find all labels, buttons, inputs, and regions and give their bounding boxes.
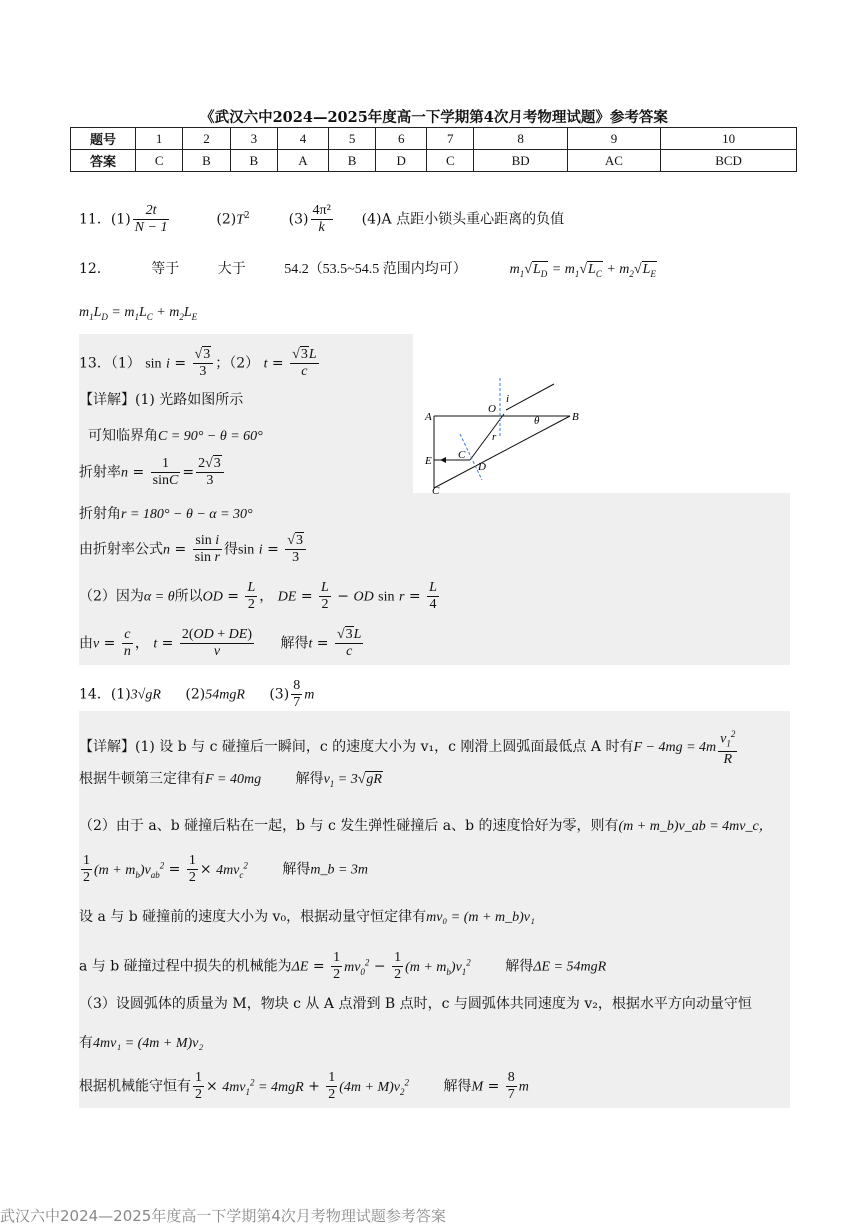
- q13-detail-7: 由v = $\frac{c}{n}$ ， t = $\frac{2(OD + DE)}{v}$ 解得t = $\frac{√3L}{c}$: [79, 627, 362, 659]
- detail-header: 【详解】: [79, 739, 135, 756]
- q14-p3-label: (3): [269, 686, 290, 703]
- q13-critical-angle-eq: C = 90° − θ = 60°: [158, 429, 263, 444]
- q13-snell-label: 由折射率公式: [79, 541, 163, 558]
- q13-detail-6: （2）因为α = θ所以OD = $\frac{L}{2}$ ， DE = $\frac{L}{2}$ − OD sin r = $\frac{L}{4}$: [79, 580, 437, 612]
- q14-l3-text: （2）由于 a、b 碰撞后粘在一起，b 与 c 发生弹性碰撞后 a、b 的速度恰好为零，则有: [79, 818, 619, 834]
- page-title: 《武汉六中2024—2025年度高一下学期第4次月考物理试题》参考答案: [200, 109, 668, 126]
- q14-detail-2: 根据牛顿第三定律有F = 40mg 解得$v_1 = 3√gR$: [79, 771, 382, 789]
- q11-p1-label: (1): [110, 211, 131, 228]
- q14-l9-text: 根据机械能守恒有: [79, 1078, 191, 1095]
- q14-detail-text: (1) 设 b 与 c 碰撞后一瞬间，c 的速度大小为 v₁，c 刚滑上圆弧面最低点 A 时有: [135, 739, 634, 756]
- q14-l2-eq: F = 40mg: [205, 772, 262, 787]
- table-cell: B: [328, 150, 375, 172]
- table-cell: C: [136, 150, 183, 172]
- table-header-cell: 题号: [71, 128, 136, 150]
- table-cell: 10: [661, 128, 797, 150]
- q13-p1-label: （1）: [110, 355, 141, 372]
- diagram-label-r: r: [492, 431, 497, 443]
- q14-l8-eq: 4mv₁ = (4m + M)v₂: [93, 1036, 204, 1051]
- q11-p2-value: T: [236, 212, 245, 228]
- q11-p4-text: A 点距小锁头重心距离的负值: [381, 211, 565, 228]
- q14-l3-eq: (m + m_b)v_ab = 4mv_c，: [618, 819, 773, 834]
- diagram-label-c: C: [432, 485, 440, 497]
- q12-answer: [79, 258, 657, 279]
- diagram-label-e: E: [425, 455, 432, 467]
- table-cell: C: [427, 150, 474, 172]
- diagram-label-c-angle: C: [458, 449, 466, 461]
- q13-number: 13．: [79, 355, 111, 372]
- table-row: [71, 150, 797, 172]
- q12-number: 12．: [79, 261, 111, 277]
- table-cell: 7: [427, 128, 474, 150]
- q14-l6-text: a 与 b 碰撞过程中损失的机械能为: [79, 958, 292, 975]
- q12-answer-2: 大于: [217, 261, 246, 277]
- q13-detail-1: [79, 389, 243, 409]
- q13-time-mid: 解得: [280, 635, 309, 652]
- diagram-label-d: D: [478, 461, 486, 473]
- q14-detail-7: [79, 993, 752, 1013]
- table-cell: 1: [136, 128, 183, 150]
- table-cell: B: [230, 150, 277, 172]
- q11-number: 11．: [79, 211, 111, 228]
- table-cell: AC: [567, 150, 660, 172]
- detail-header: 【详解】: [79, 392, 135, 408]
- q14-number: 14．: [79, 686, 111, 703]
- q13-part2-eq: α = θ: [143, 589, 175, 605]
- table-row: [71, 128, 797, 150]
- q14-l2-sol: 解得: [295, 771, 324, 787]
- q12-formula-1: $m_1√L_D = m_1√L_C + m_2√L_E$: [509, 262, 656, 279]
- table-cell: D: [376, 150, 427, 172]
- table-cell: 5: [328, 128, 375, 150]
- q11-p2-label: (2): [216, 211, 237, 228]
- q13-refraction-angle-label: 折射角: [79, 506, 121, 522]
- q14-answer: [79, 678, 314, 711]
- q14-detail-8: [79, 1032, 203, 1052]
- q13-light-path-diagram: [420, 370, 600, 500]
- table-header-cell: 答案: [71, 150, 136, 172]
- q14-l5-eq: mv₀ = (m + m_b)v₁: [426, 910, 535, 925]
- table-cell: 2: [183, 128, 230, 150]
- q14-l6-sol: 解得: [505, 958, 534, 975]
- q14-l5-text: 设 a 与 b 碰撞前的速度大小为 v₀，根据动量守恒定律有: [79, 909, 427, 925]
- q14-p2-label: (2): [185, 686, 206, 703]
- q13-detail-5: 由折射率公式n = $\frac{\text{sin i}}{\text{sin r}}$ 得sin i = $\frac{√3}{3}$: [79, 533, 308, 566]
- q12-answer-1: 等于: [151, 261, 180, 277]
- q13-part2-mid: 所以: [174, 588, 203, 605]
- q13-detail-4: [79, 503, 253, 523]
- diagram-label-i: i: [506, 393, 510, 405]
- q14-detail-9: 根据机械能守恒有 $\frac{1}{2}$ × $4mv_1^2 = 4mgR$ + $\frac{1}{2}$ $(4m + M)v_2^2$ 解得M = $\frac{8}{7}$ m: [79, 1070, 529, 1102]
- q13-detail-3: 折射率n = $\frac{1}{\sin C}$ = $\frac{2√3}{3}$: [79, 456, 226, 489]
- q12-formula-2: $m_1L_D = m_1L_C + m_2L_E$: [79, 305, 198, 322]
- q14-p3-fraction: $\frac{8}{7}$: [293, 678, 301, 710]
- page-footer: 武汉六中2024—2025年度高一下学期第4次月考物理试题参考答案: [0, 1207, 446, 1225]
- q14-p2-value: 54mgR: [205, 687, 245, 703]
- q13-p2-label: （2）: [229, 355, 260, 372]
- q14-p1-value: 3√gR: [130, 687, 161, 703]
- table-cell: A: [278, 150, 329, 172]
- q13-refraction-angle-eq: r = 180° − θ − α = 30°: [121, 507, 253, 522]
- q14-l1-eq: F − 4mg = 4m: [633, 740, 717, 756]
- q14-detail-1: 【详解】(1) 设 b 与 c 碰撞后一瞬间，c 的速度大小为 v₁，c 刚滑上圆弧面最低点 A 时有F − 4mg = 4m $\frac{v_1^2}{R}$: [79, 726, 739, 768]
- q14-detail-6: a 与 b 碰撞过程中损失的机械能为ΔE = $\frac{1}{2}$ $mv_0^2$ − $\frac{1}{2}$ $(m + m_b)v_1^2$ 解得ΔE = 54mgR: [79, 950, 607, 982]
- table-cell: BD: [474, 150, 567, 172]
- q12-answer-3: 54.2（53.5~54.5 范围内均可）: [284, 262, 467, 277]
- diagram-label-theta: θ: [534, 415, 540, 427]
- q13-snell-mid: 得: [223, 541, 238, 558]
- q11-p3-fraction: $\frac{\text{4π²}}{k}$: [312, 203, 331, 235]
- q13-refractive-index-label: 折射率: [79, 464, 121, 481]
- q14-detail-4: $\frac{1}{2}$ $(m + m_b)v_{ab}^2$ = $\frac{1}{2}$ × $4mv_c^2$ 解得m_b = 3m: [83, 853, 369, 885]
- table-cell: 6: [376, 128, 427, 150]
- diagram-label-o: O: [488, 403, 496, 415]
- q11-p4-label: (4): [361, 211, 382, 228]
- table-cell: 8: [474, 128, 567, 150]
- diagram-label-a: A: [425, 411, 432, 423]
- table-cell: 4: [278, 128, 329, 150]
- q13-detail-text: (1) 光路如图所示: [135, 392, 244, 408]
- table-cell: BCD: [661, 150, 797, 172]
- q14-l4-res: m_b = 3m: [310, 862, 369, 878]
- q14-p3-unit: m: [304, 687, 315, 703]
- q14-l8-text: 有: [79, 1035, 93, 1051]
- q14-l4-sol: 解得: [282, 861, 311, 878]
- q13-time-label: 由: [79, 635, 93, 652]
- table-cell: 3: [230, 128, 277, 150]
- q14-p1-label: (1): [110, 686, 131, 703]
- q13-detail-2: [88, 425, 263, 445]
- q13-part2-label: （2）因为: [79, 588, 144, 605]
- q11-answer: 11．(1) $\frac{2t}{N - 1}$ $(2)T^2$ (3) $\frac{\text{4π²}}{k}$ (4)A 点距小锁头重心距离的负值: [79, 203, 565, 235]
- q14-detail-5: [79, 906, 535, 926]
- q13-critical-angle-label: 可知临界角: [88, 428, 158, 444]
- q13-answer: 13．（1） sin i = $\frac{√3}{3}$ ；（2） t = $\frac{√3L}{c}$: [79, 347, 317, 379]
- q14-detail-3: [79, 815, 773, 835]
- q14-l6-res: ΔE = 54mgR: [533, 959, 607, 975]
- table-cell: 9: [567, 128, 660, 150]
- q14-l9-sol: 解得: [443, 1078, 472, 1095]
- diagram-label-b: B: [572, 411, 579, 423]
- table-cell: B: [183, 150, 230, 172]
- q11-p1-fraction: $\frac{2t}{N - 1}$: [134, 203, 168, 235]
- q14-l2-label: 根据牛顿第三定律有: [79, 771, 205, 787]
- answer-table: [70, 127, 797, 172]
- q11-p3-label: (3): [288, 211, 309, 228]
- q14-l7-text: （3）设圆弧体的质量为 M，物块 c 从 A 点滑到 B 点时，c 与圆弧体共同速度为 v₂，根据水平方向动量守恒: [79, 996, 752, 1012]
